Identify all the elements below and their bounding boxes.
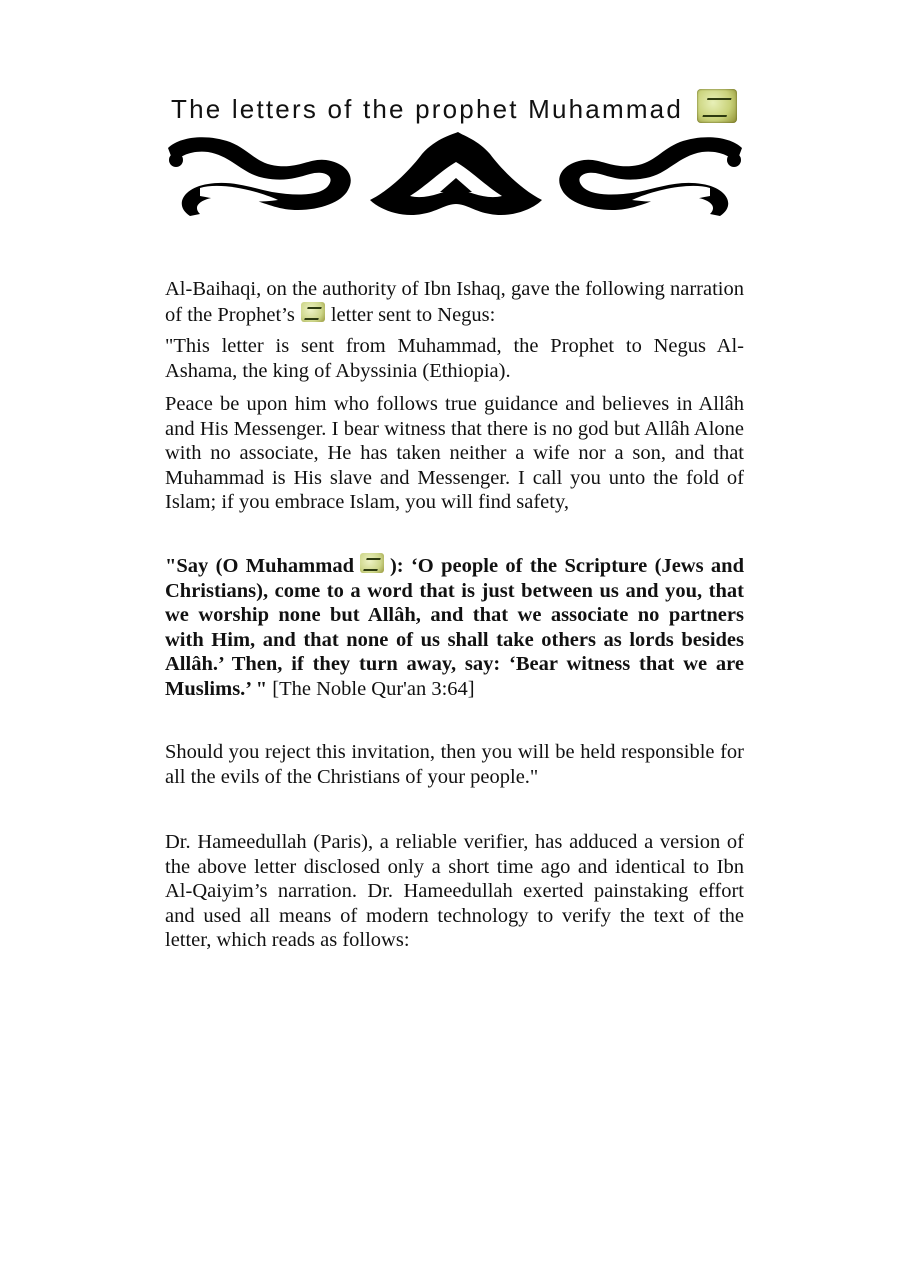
quote-text-start: "Say (O Muhammad xyxy=(165,555,354,577)
paragraph-intro xyxy=(165,277,744,327)
paragraph-intro-text-end: letter sent to Negus: xyxy=(330,303,496,326)
page-title: The letters of the prophet Muhammad xyxy=(171,94,684,124)
quote-text-end: ): ‘O people of the Scripture (Jews and Christians), come to a word that is just between us and you, that we worship none but Allâh, and that we associate no partners with Him, and that none of us shall take others as lords besides Allâh.’ Then, if they turn away, say: ‘Bear witness that we are Muslims.’ " xyxy=(165,555,744,700)
arabesque-ornament-icon xyxy=(160,130,750,222)
paragraph-verification-text: Dr. Hameedullah (Paris), a reliable verifier, has adduced a version of the above letter disclosed only a short time ago and identical to Ibn Al-Qaiyim’s narration. Dr. Hameedullah exerted painstaking effort and used all means of modern technology to verify the text of the letter, which reads as follows: xyxy=(165,831,744,951)
paragraph-quran-quote xyxy=(165,553,744,701)
paragraph-greeting xyxy=(165,392,744,515)
paragraph-greeting-text: Peace be upon him who follows true guidance and believes in Allâh and His Messenger. I bear witness that there is no god but Allâh Alone with no associate, He has taken neither a wife nor a son, and that Muhammad is His slave and Messenger. I call you unto the fold of Islam; if you embrace Islam, you will find safety, xyxy=(165,393,744,513)
paragraph-warning-text: Should you reject this invitation, then you will be held responsible for all the evils of the Christians of your people." xyxy=(165,741,744,788)
paragraph-verification xyxy=(165,830,744,953)
paragraph-letter-opening-text: "This letter is sent from Muhammad, the Prophet to Negus Al-Ashama, the king of Abyssinia (Ethiopia). xyxy=(165,335,744,382)
salawat-seal-icon xyxy=(697,89,737,123)
paragraph-letter-opening xyxy=(165,334,744,383)
quote-citation: [The Noble Qur'an 3:64] xyxy=(267,677,475,700)
salawat-seal-icon xyxy=(360,553,384,573)
paragraph-warning xyxy=(165,740,744,789)
paragraph-intro-text-start: Al-Baihaqi, on the authority of Ibn Ishaq, gave the following narration of the Prophet’s xyxy=(165,278,744,326)
salawat-seal-icon xyxy=(301,302,325,322)
